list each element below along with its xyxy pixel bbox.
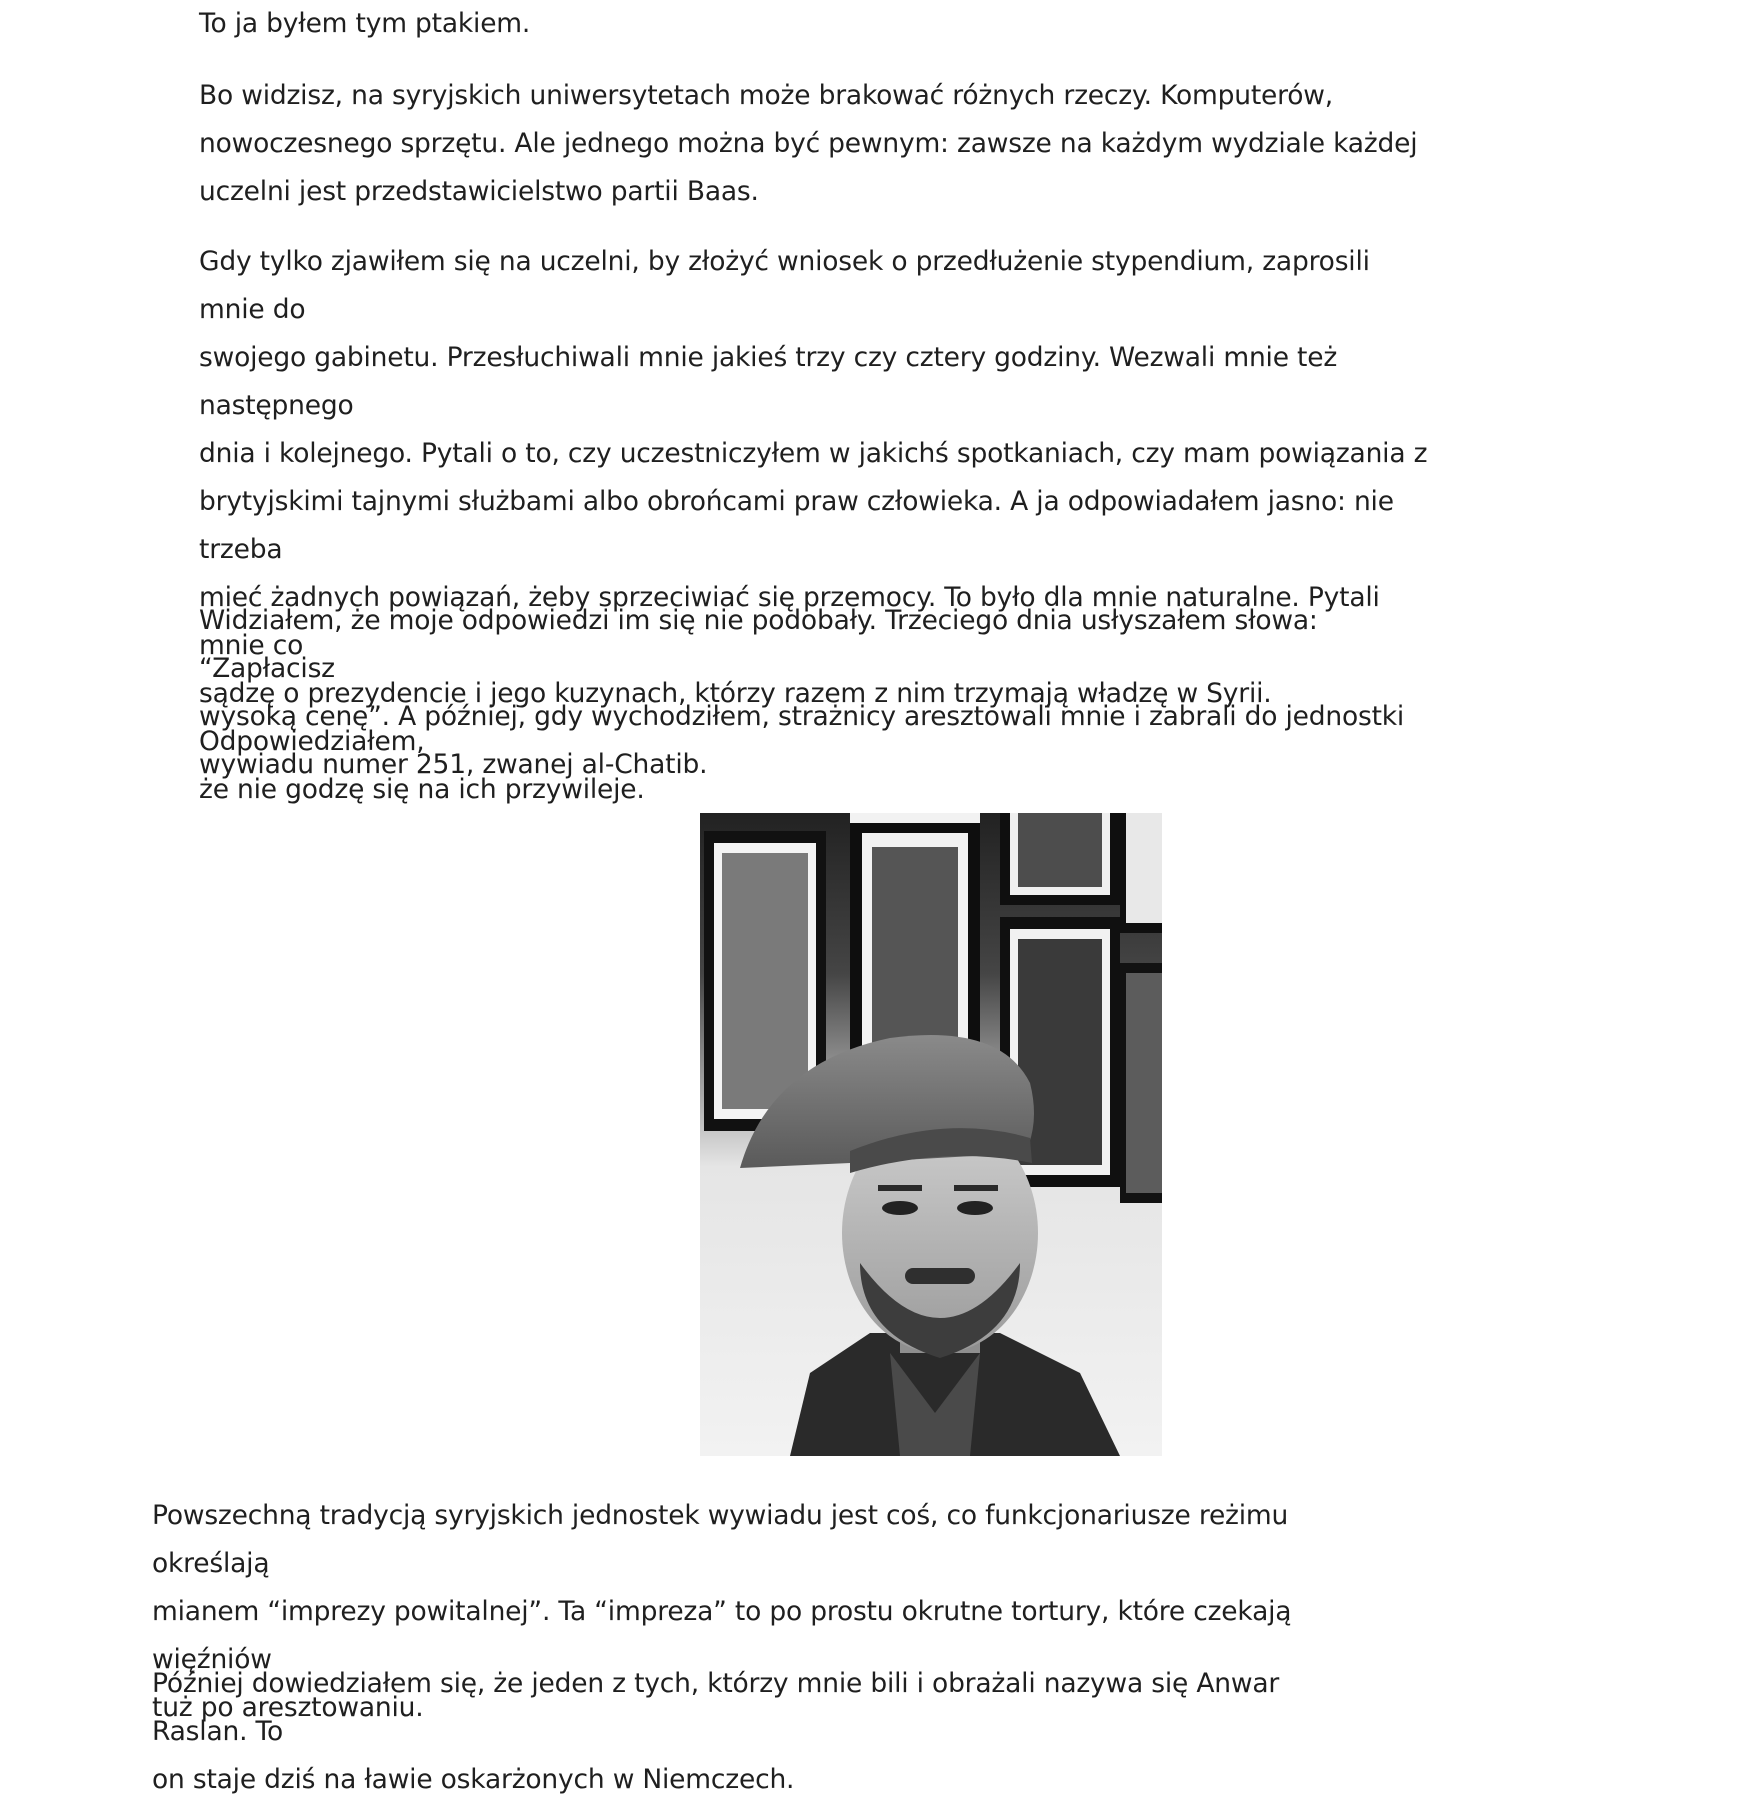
body-paragraph-2-block	[152, 1660, 1382, 1804]
quote-paragraph-4-block	[199, 597, 1429, 789]
quote-paragraph-2-block	[199, 72, 1429, 216]
body-paragraph: Powszechną tradycją syryjskich jednostek wywiadu jest coś, co funkcjonariusze reżimu określają mianem “imprezy powitalnej”. Ta “impreza” to po prostu okrutne tortury, które czekają więźniów tuż po aresztowaniu.	[152, 1500, 1292, 1723]
body-paragraph: Później dowiedziałem się, że jeden z tych, którzy mnie bili i obrażali nazywa się Anwar Raslan. To on staje dziś na ławie oskarżonych w Niemczech.	[152, 1668, 1280, 1795]
quote-paragraph-1-block	[199, 0, 1429, 48]
quote-paragraph: Bo widzisz, na syryjskich uniwersytetach może brakować różnych rzeczy. Komputerów, nowoczesnego sprzętu. Ale jednego można być pewnym: zawsze na każdym wydziale każdej uczelni jest przedstawicielstwo partii Baas.	[199, 80, 1418, 207]
quote-paragraph: To ja byłem tym ptakiem.	[199, 8, 531, 39]
portrait-photo-image	[700, 813, 1162, 1456]
quote-paragraph: Widziałem, że moje odpowiedzi im się nie podobały. Trzeciego dnia usłyszałem słowa: “Zapłacisz wysoką cenę”. A później, gdy wychodziłem, strażnicy aresztowali mnie i zabrali do jednostki wywiadu numer 251, zwanej al-Chatib.	[199, 605, 1405, 780]
portrait-photo	[700, 813, 1162, 1456]
quote-paragraph: Gdy tylko zjawiłem się na uczelni, by złożyć wniosek o przedłużenie stypendium, zaprosili mnie do swojego gabinetu. Przesłuchiwali mnie jakieś trzy czy cztery godziny. Wezwali mnie też następnego dnia i kolejnego. Pytali o to, czy uczestniczyłem w jakichś spotkaniach, czy mam powiązania z brytyjskimi tajnymi służbami albo obrońcami praw człowieka. A ja odpowiadałem jasno: nie trzeba mieć żadnych powiązań, żeby sprzeciwiać się przemocy. To było dla mnie naturalne. Pytali mnie co sądzę o prezydencie i jego kuzynach, którzy razem z nim trzymają władzę w Syrii. Odpowiedziałem, że nie godzę się na ich przywileje.	[199, 246, 1428, 805]
